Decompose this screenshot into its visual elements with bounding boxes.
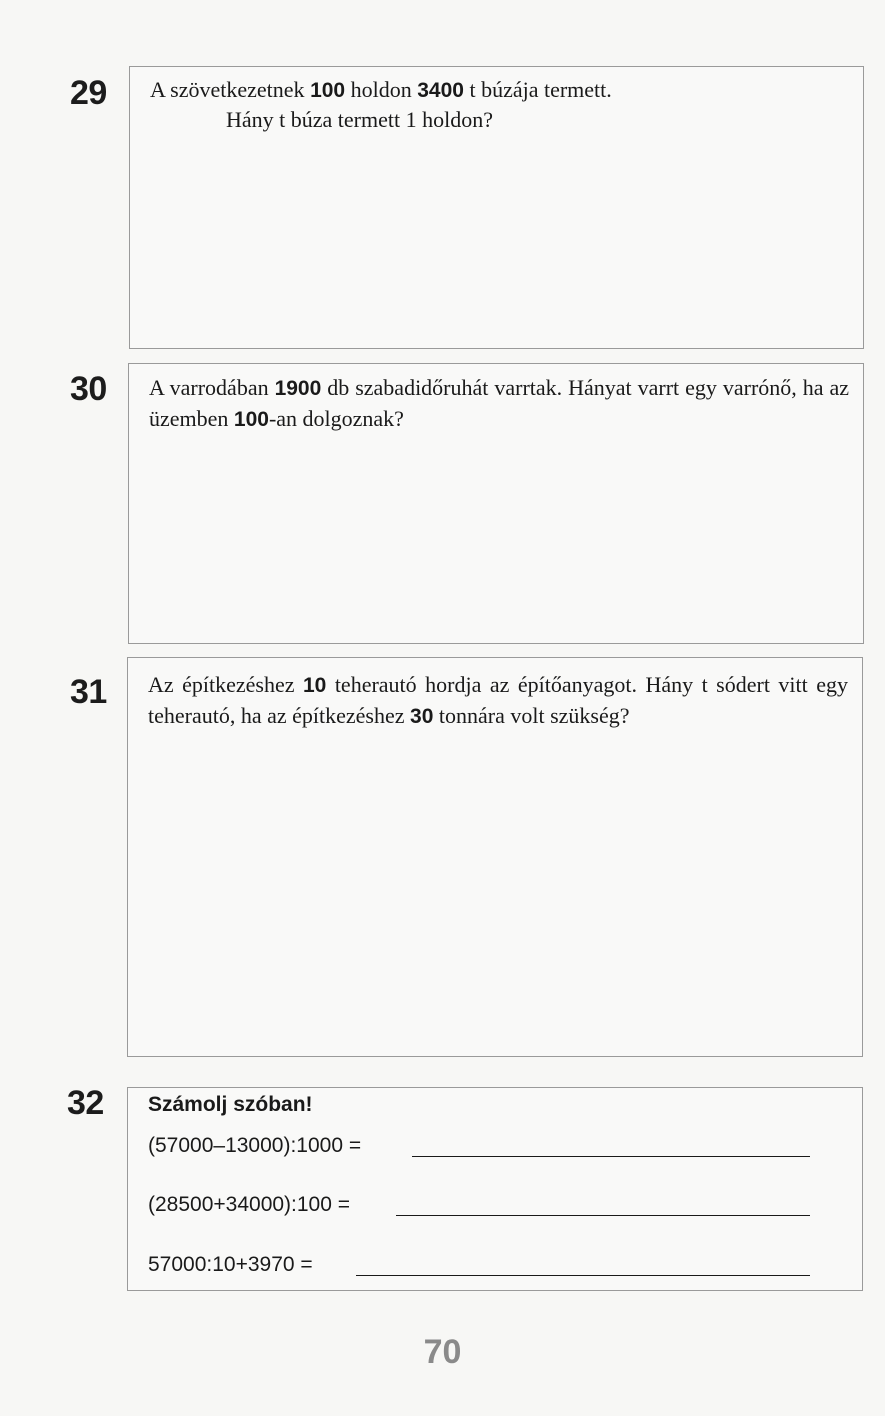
equation-2-text: (28500+34000):100 = — [148, 1193, 351, 1216]
problem-number-31: 31 — [70, 673, 107, 711]
problem-number-29: 29 — [70, 74, 107, 112]
equation-3 — [148, 1247, 313, 1277]
answer-line-3[interactable] — [356, 1275, 810, 1276]
equation-1-text: (57000–13000):1000 = — [148, 1134, 362, 1157]
problem-number-30: 30 — [70, 370, 107, 408]
problem-29-text-line2: Hány t búza termett 1 holdon? — [226, 107, 493, 132]
answer-line-2[interactable] — [396, 1215, 810, 1216]
problem-29-text-line1: A szövetkezetnek 100 holdon 3400 t búzája termett. — [150, 77, 612, 102]
problem-30-text: A varrodában 1900 db szabadidőruhát varrtak. Hányat varrt egy varrónő, ha az üzemben 100-an dolgoznak? — [149, 375, 849, 431]
page-number: 70 — [423, 1333, 462, 1371]
problem-31-text: Az építkezéshez 10 teherautó hordja az építőanyagot. Hány t sódert vitt egy teherautó, ha az építkezéshez 30 tonnára volt szükség? — [148, 672, 848, 728]
equation-2 — [148, 1187, 350, 1217]
problem-32-title: Számolj szóban! — [148, 1093, 313, 1116]
equation-3-text: 57000:10+3970 = — [148, 1253, 313, 1276]
answer-line-1[interactable] — [412, 1156, 810, 1157]
problem-number-32: 32 — [67, 1084, 104, 1122]
problem-box-31 — [127, 657, 863, 1057]
problem-box-32 — [127, 1087, 863, 1291]
problem-box-30 — [128, 363, 864, 644]
equation-1 — [148, 1128, 361, 1158]
problem-box-29 — [129, 66, 864, 349]
